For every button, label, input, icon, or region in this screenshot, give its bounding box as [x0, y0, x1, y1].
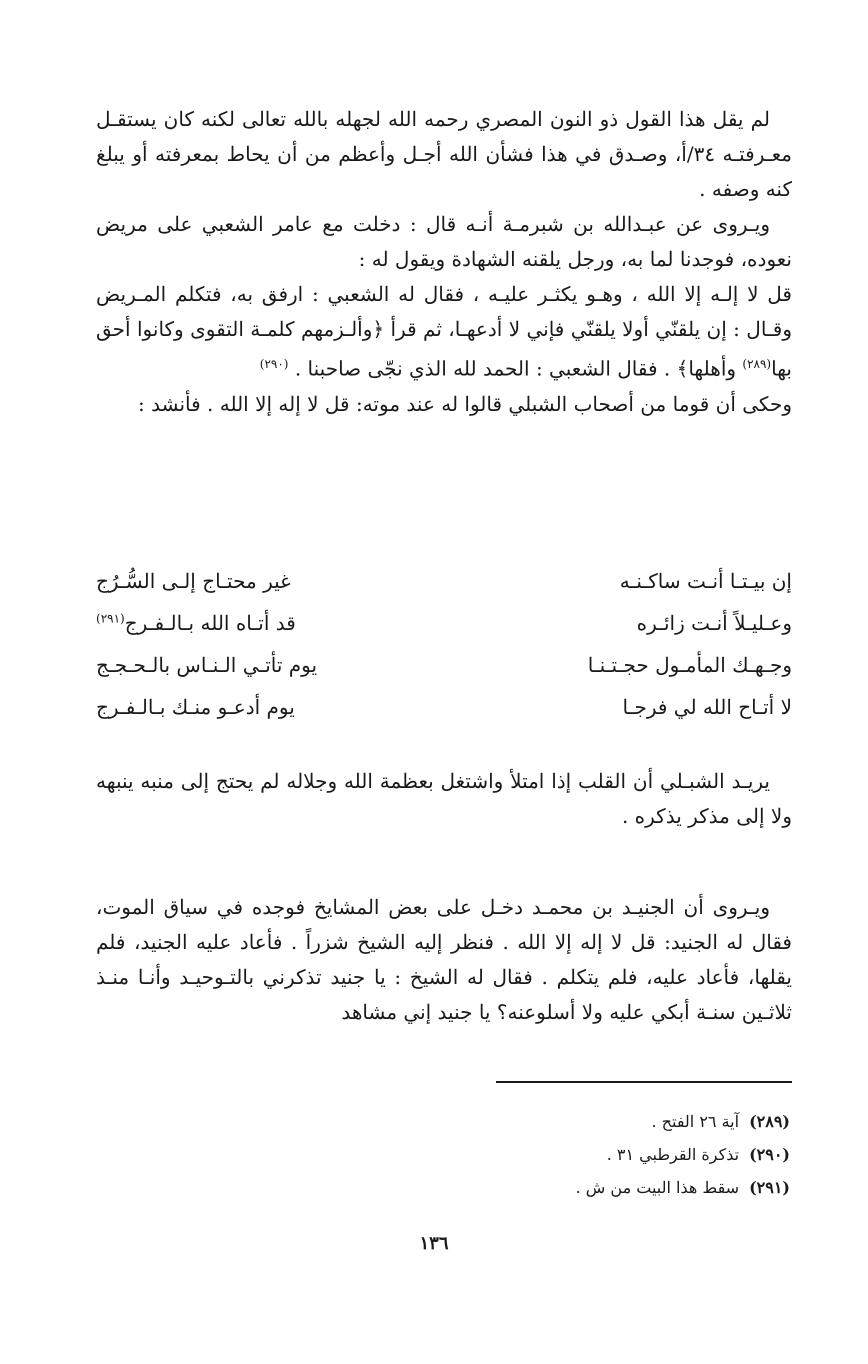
- footnote-number: (٢٩٠): [749, 1145, 790, 1164]
- footnote-separator: [496, 1081, 792, 1083]
- verse-second-hemistich: يوم تأتـي الـنـاس بالـحـجـج: [96, 653, 318, 677]
- verse-second-hemistich: قد أتـاه الله بـالـفـرج$^{(٢٩١)}$: [96, 611, 296, 635]
- footnotes: [300, 1105, 790, 1204]
- verse-line: [96, 560, 792, 602]
- paragraph: لم يقل هذا القول ذو النون المصري رحمه الله لجهله بالله تعالى لكنه كان يستقـل معـرفتـه ٣٤/أ، وصـدق في هذا فشأن الله أجـل وأعظم من أن يحاط بمعرفته أو يبلغ كنه وصفه .: [96, 107, 792, 201]
- footnote-marker[interactable]: (٢٩٠): [259, 357, 289, 371]
- footnote-item: [300, 1171, 790, 1204]
- verse-line: [96, 602, 792, 644]
- main-text-block: [96, 102, 792, 422]
- anecdote-paragraph: [96, 890, 792, 1030]
- verse-line: [96, 686, 792, 728]
- verse-second-hemistich: يوم أدعـو منـك بـالـفـرج: [96, 695, 295, 719]
- paragraph: قل لا إلـه إلا الله ، وهـو يكثـر عليـه ، فقال له الشعبي : ارفق به، فتكلم المـريض وقـال : إن يلقنّي أولا يلقنّي فإني لا أدعهـا، ثم قرأ ﴿وألـزمهم كلمـة التقوى وكانوا أحق بها$^{(٢٨٩)}$ وأهلها﴾ . فقال الشعبي : الحمد لله الذي نجّى صاحبنا . $^{(٢٩٠)}$: [96, 282, 792, 381]
- verse-second-hemistich: غير محتـاج إلـى السُّـرُج: [96, 569, 291, 593]
- paragraph: ويـروى أن الجنيـد بن محمـد دخـل على بعض المشايخ فوجده في سياق الموت، فقال له الجنيد: قل لا إله إلا الله . فنظر إليه الشيخ شزراً . فأعاد عليه الجنيد، فلم يقلها، فأعاد عليه، فلم يتكلم . فقال له الشيخ : يا جنيد تذكرني بالتـوحيـد وأنـا منـذ ثلاثـين سنـة أبكي عليه ولا أسلوعنه؟ يا جنيد إني مشاهد: [96, 895, 792, 1024]
- verse-first-hemistich: إن بيـتـا أنـت ساكـنـه: [619, 569, 792, 593]
- footnote-item: [300, 1105, 790, 1138]
- footnote-marker[interactable]: (٢٩١): [96, 611, 125, 626]
- verse-first-hemistich: وجـهـك المأمـول حجـتـنـا: [587, 653, 792, 677]
- footnote-item: [300, 1138, 790, 1171]
- footnote-text: آية ٢٦ الفتح .: [651, 1112, 740, 1131]
- paragraph: وحكى أن قوما من أصحاب الشبلي قالوا له عند موته: قل لا إله إلا الله . فأنشد :: [138, 391, 792, 416]
- paragraph: ويـروى عن عبـدالله بن شبرمـة أنـه قال : دخلت مع عامر الشعبي على مريض نعوده، فوجدنا لما به، ورجل يلقنه الشهادة ويقول له :: [96, 212, 792, 271]
- verse-line: [96, 644, 792, 686]
- commentary-paragraph: [96, 764, 792, 834]
- verse-first-hemistich: لا أتـاح الله لي فرجـا: [622, 695, 792, 719]
- page-number: ١٣٦: [419, 1233, 449, 1254]
- footnote-text: تذكرة القرطبي ٣١ .: [606, 1145, 740, 1164]
- footnote-number: (٢٩١): [749, 1178, 790, 1197]
- footnote-number: (٢٨٩): [749, 1112, 790, 1131]
- verse-first-hemistich: وعـليـلاً أنـت زائـره: [636, 611, 792, 635]
- footnote-marker[interactable]: (٢٨٩): [742, 357, 772, 371]
- footnote-text: سقط هذا البيت من ش .: [575, 1178, 740, 1197]
- poem-verses: [96, 560, 792, 728]
- paragraph: يريـد الشبـلي أن القلب إذا امتلأ واشتغل بعظمة الله وجلاله لم يحتج إلى منبه ينبهه ولا إلى مذكر يذكره .: [96, 769, 792, 828]
